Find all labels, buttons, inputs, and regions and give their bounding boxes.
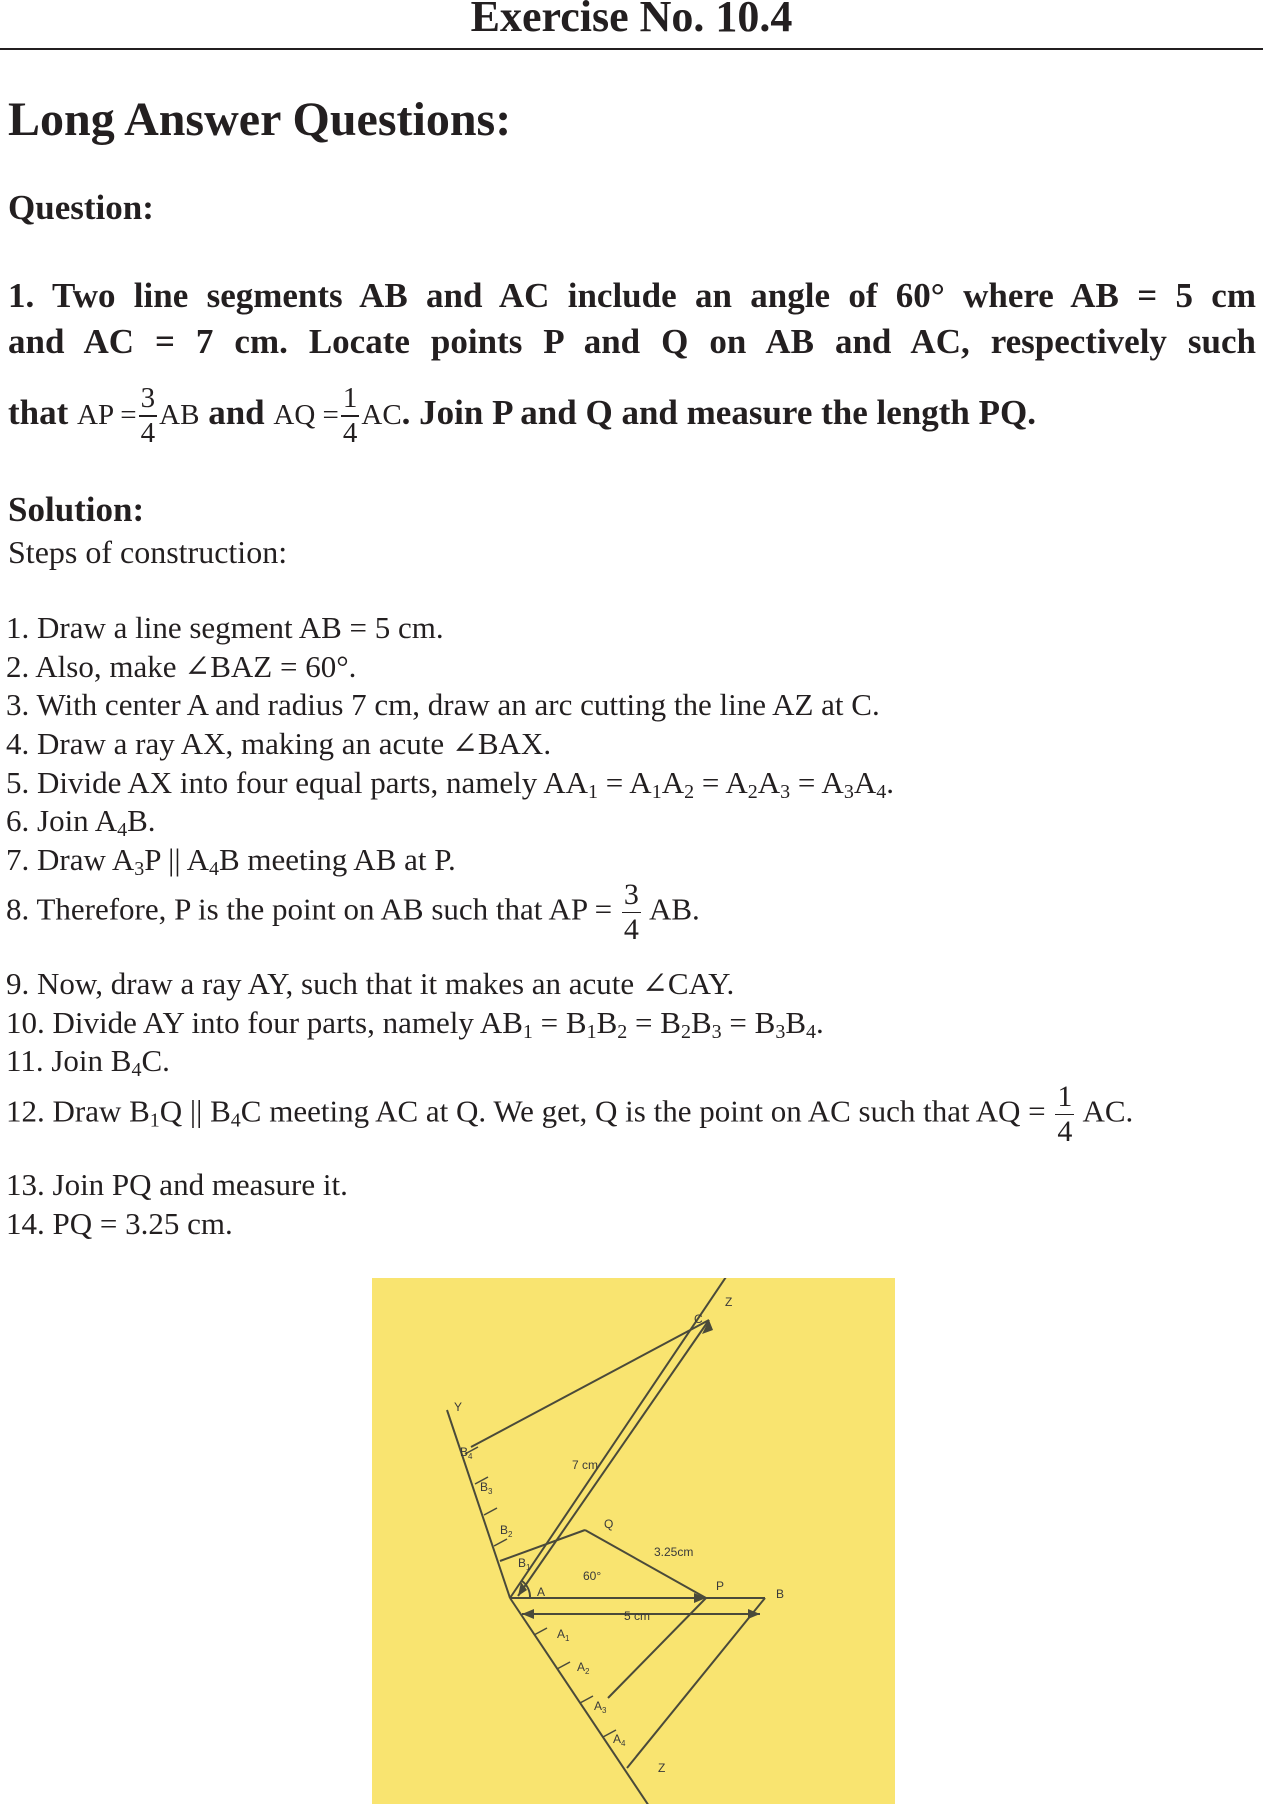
fraction-numerator: 3 [139,384,158,417]
label-a2-sub: 2 [585,1667,590,1676]
subscript: 4 [230,1109,241,1132]
step-5-text: = A [694,765,748,800]
step-12 [6,1082,1133,1147]
step-10-text: B [785,1005,806,1040]
question-and: and [208,393,265,433]
step-5-text: A [853,765,877,800]
step-13: 13. Join PQ and measure it. [6,1167,348,1202]
step-10-text: = B [721,1005,776,1040]
step-10 [6,1004,824,1042]
label-a4 [613,1732,626,1748]
label-a3-sub: 3 [602,1706,607,1715]
question-line3-end: . Join P and Q and measure the length PQ. [401,393,1036,433]
step-9: 9. Now, draw a ray AY, such that it makes an acute ∠CAY. [6,966,735,1001]
step-11-text: C. [141,1043,170,1078]
step-12-text: Q || B [159,1093,231,1129]
label-pq-length: 3.25cm [654,1545,694,1559]
ray-ay [447,1410,510,1598]
tick-a3 [580,1696,593,1703]
label-b1 [518,1556,531,1572]
step-5-text: = A [790,765,844,800]
label-b2-sub: 2 [508,1530,513,1539]
subscript: 1 [522,1021,533,1043]
header-divider [0,48,1263,50]
section-title: Long Answer Questions: [8,93,512,146]
subscript: 3 [780,781,791,803]
label-a1 [557,1627,570,1643]
subscript: 4 [208,858,219,880]
label-b3-sub: 3 [488,1487,493,1496]
step-10-text: . [816,1005,824,1040]
fraction-three-quarters [622,880,641,945]
step-6 [6,802,156,840]
fraction-denominator: 4 [623,913,639,946]
step-12-text: AC. [1082,1093,1134,1129]
label-b4-letter: B [460,1445,469,1459]
step-8-text: AB. [648,891,700,927]
line-a4b [627,1598,765,1768]
tick-a1 [534,1628,547,1635]
label-y: Y [454,1400,463,1414]
subscript: 4 [806,1021,816,1043]
fraction-denominator: 4 [140,417,156,449]
subscript: 1 [149,1109,160,1132]
label-z-bottom: Z [658,1761,666,1775]
label-a4-letter: A [613,1732,622,1746]
label-a1-letter: A [557,1627,566,1641]
subscript: 3 [775,1021,786,1043]
question-line-1: 1. Two line segments AB and AC include an angle of 60° where AB = 5 cm [8,276,1256,315]
step-10-text: = B [532,1005,587,1040]
tick-b1 [494,1539,507,1546]
fraction-denominator: 4 [342,417,358,449]
step-2: 2. Also, make ∠BAZ = 60°. [6,649,357,684]
step-5 [6,764,894,802]
label-60-degrees: 60° [583,1569,602,1583]
step-10-text: B [690,1005,712,1040]
line-b1q [500,1530,585,1561]
tick-b2 [484,1508,497,1515]
label-b2-letter: B [500,1523,509,1537]
label-7cm: 7 cm [572,1458,599,1472]
subscript: 1 [588,781,599,803]
subscript: 2 [747,781,758,803]
question-ac: AC [361,399,402,432]
subscript: 2 [684,781,695,803]
step-6-text: 6. Join A [6,803,118,838]
label-b2 [500,1523,513,1539]
step-5-text: 5. Divide AX into four equal parts, namely AA [6,765,589,800]
step-10-text: B [596,1005,618,1040]
step-10-text: 10. Divide AY into four parts, namely AB [6,1005,523,1040]
label-a: A [537,1585,546,1599]
subscript: 1 [651,781,662,803]
fraction-numerator: 1 [1057,1080,1073,1113]
step-5-text: A [757,765,781,800]
label-b: B [776,1587,785,1601]
label-z-top: Z [725,1295,733,1309]
subscript: 3 [711,1021,722,1043]
question-label: Question: [8,188,154,227]
label-a2 [577,1660,590,1676]
step-7-text: 7. Draw A [6,842,135,877]
label-b3-letter: B [480,1480,489,1494]
label-a3-letter: A [594,1699,603,1713]
label-b3 [480,1480,493,1496]
construction-figure [372,1278,895,1804]
fraction-three-quarters [139,384,158,448]
fraction-one-quarter [341,384,360,448]
label-a3 [594,1699,607,1715]
step-7-text: P || A [144,842,209,877]
question-ab: AB [159,399,200,432]
question-line-2: and AC = 7 cm. Locate points P and Q on AB and AC, respectively such [8,322,1256,361]
question-that: that [8,393,69,433]
step-5-text: = A [598,765,652,800]
step-12-text: 12. Draw B [6,1093,150,1129]
label-a1-sub: 1 [565,1634,570,1643]
step-8-text: 8. Therefore, P is the point on AB such that AP = [6,891,613,927]
solution-label: Solution: [8,490,145,529]
label-c: C [694,1312,703,1326]
solution-intro: Steps of construction: [8,534,288,570]
label-a4-sub: 4 [621,1739,626,1748]
fraction-numerator: 1 [341,384,360,417]
step-3: 3. With center A and radius 7 cm, draw an arc cutting the line AZ at C. [6,687,880,722]
step-1: 1. Draw a line segment AB = 5 cm. [6,610,444,645]
step-5-text: A [661,765,685,800]
step-11-text: 11. Join B [6,1043,132,1078]
step-14: 14. PQ = 3.25 cm. [6,1206,233,1241]
line-qp [585,1530,706,1598]
label-b4-sub: 4 [468,1452,473,1461]
step-12-text: C meeting AC at Q. We get, Q is the point on AC such that AQ = [240,1093,1046,1129]
subscript: 2 [617,1021,628,1043]
line-b4c [471,1320,709,1447]
step-8 [6,880,700,945]
fraction-numerator: 3 [623,878,639,911]
step-6-text: B. [127,803,156,838]
question-line-3 [8,384,1256,448]
subscript: 3 [843,781,854,803]
step-11 [6,1042,170,1080]
label-q: Q [604,1517,614,1531]
subscript: 4 [131,1059,142,1081]
fraction-one-quarter [1055,1082,1074,1147]
label-5cm: 5 cm [624,1609,651,1623]
label-a2-letter: A [577,1660,586,1674]
construction-diagram [372,1278,895,1804]
subscript: 1 [586,1021,597,1043]
step-5-text: . [886,765,894,800]
label-b1-sub: 1 [526,1563,531,1572]
step-7-text: B meeting AB at P. [218,842,456,877]
step-10-text: = B [627,1005,681,1040]
label-b4 [460,1445,473,1461]
subscript: 4 [876,781,887,803]
question-aq-eq: AQ = [273,399,339,432]
label-p: P [716,1579,725,1593]
subscript: 4 [117,819,128,841]
exercise-title: Exercise No. 10.4 [470,0,793,41]
tick-a2 [557,1662,570,1669]
step-7 [6,841,456,879]
subscript: 2 [680,1021,691,1043]
label-b1-letter: B [518,1556,527,1570]
subscript: 3 [134,858,145,880]
question-ap-eq: AP = [77,399,137,432]
step-4: 4. Draw a ray AX, making an acute ∠BAX. [6,726,552,761]
fraction-denominator: 4 [1057,1115,1073,1148]
